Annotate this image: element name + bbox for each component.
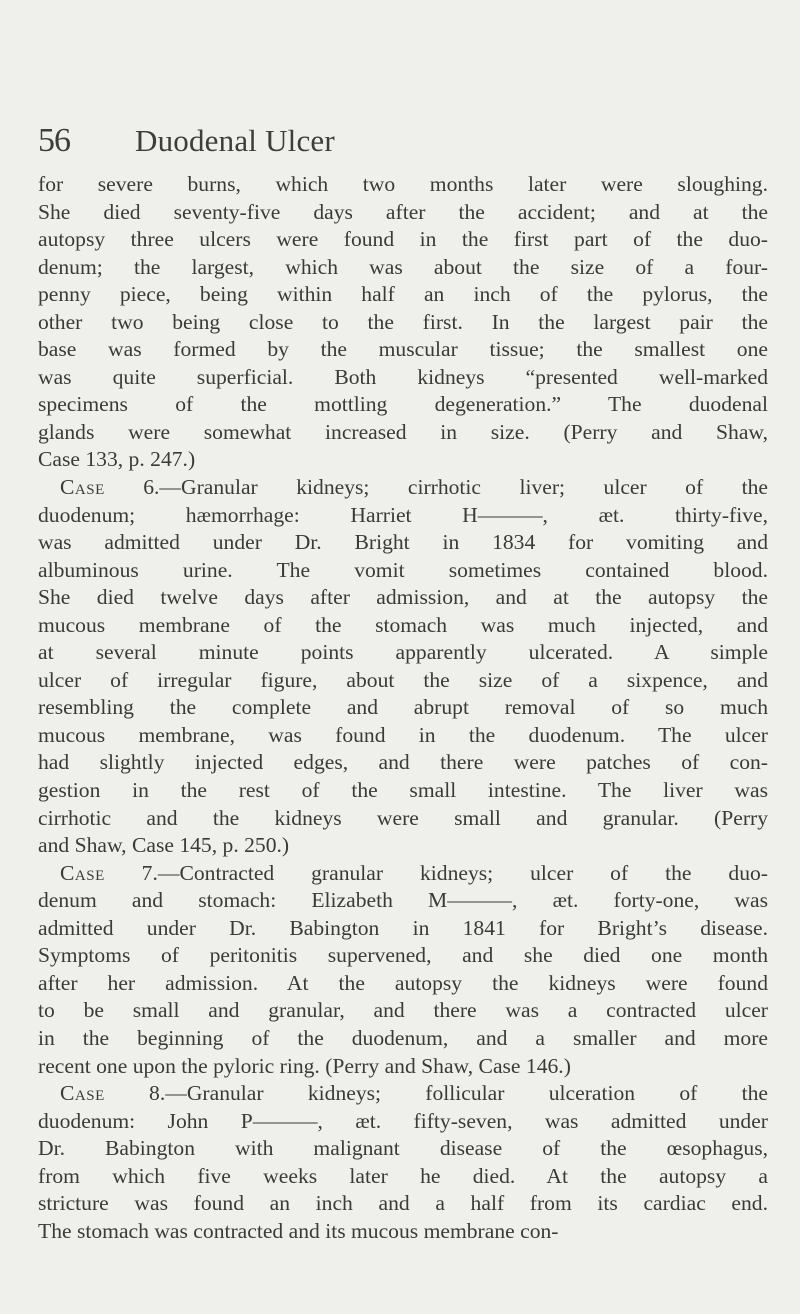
line-text: Symptoms of peritonitis supervened, and she died one month xyxy=(38,943,768,968)
line-text: admitted under Dr. Babington in 1841 for Bright’s disease. xyxy=(38,915,768,940)
text-line xyxy=(38,336,768,364)
text-line xyxy=(38,860,768,888)
line-text: 7.—Contracted granular kidneys; ulcer of the duo- xyxy=(104,860,768,885)
text-line xyxy=(38,281,768,309)
text-line xyxy=(38,1190,768,1218)
line-text: in the beginning of the duodenum, and a smaller and more xyxy=(38,1025,768,1050)
line-text: The stomach was contracted and its mucous membrane con- xyxy=(38,1218,559,1243)
line-text: She died seventy-five days after the accident; and at the xyxy=(38,199,768,224)
line-text: glands were somewhat increased in size. (Perry and Shaw, xyxy=(38,419,768,444)
line-text: had slightly injected edges, and there were patches of con- xyxy=(38,750,768,775)
text-line xyxy=(38,474,768,502)
line-text: Dr. Babington with malignant disease of the œsophagus, xyxy=(38,1136,768,1161)
text-line xyxy=(38,309,768,337)
line-text: autopsy three ulcers were found in the first part of the duo- xyxy=(38,227,768,252)
line-text: after her admission. At the autopsy the kidneys were found xyxy=(38,970,768,995)
line-text: from which five weeks later he died. At the autopsy a xyxy=(38,1163,768,1188)
text-line xyxy=(38,557,768,585)
line-text: for severe burns, which two months later were sloughing. xyxy=(38,172,768,196)
line-text: denum and stomach: Elizabeth M———, æt. forty-one, was xyxy=(38,888,768,913)
text-line xyxy=(38,364,768,392)
text-line xyxy=(38,805,768,833)
line-text: duodenum; hæmorrhage: Harriet H———, æt. thirty-five, xyxy=(38,502,768,527)
text-line xyxy=(38,1108,768,1136)
line-text: She died twelve days after admission, and at the autopsy the xyxy=(38,585,768,610)
line-text: was admitted under Dr. Bright in 1834 for vomiting and xyxy=(38,530,768,555)
text-line xyxy=(38,1218,768,1246)
page-header xyxy=(38,121,768,161)
line-text: denum; the largest, which was about the size of a four- xyxy=(38,254,768,279)
line-text: was quite superficial. Both kidneys “presented well-marked xyxy=(38,364,768,389)
text-line xyxy=(38,832,768,860)
line-text: specimens of the mottling degeneration.” The duodenal xyxy=(38,392,768,417)
line-text: other two being close to the first. In the largest pair the xyxy=(38,309,768,334)
text-line xyxy=(38,1135,768,1163)
text-line xyxy=(38,199,768,227)
line-text: 8.—Granular kidneys; follicular ulceration of the xyxy=(104,1081,768,1106)
line-text: cirrhotic and the kidneys were small and granular. (Perry xyxy=(38,805,768,830)
text-line xyxy=(38,1025,768,1053)
text-line xyxy=(38,1053,768,1081)
line-text: recent one upon the pyloric ring. (Perry and Shaw, Case 146.) xyxy=(38,1053,571,1078)
text-line xyxy=(38,419,768,447)
line-text: base was formed by the muscular tissue; the smallest one xyxy=(38,337,768,362)
line-text: and Shaw, Case 145, p. 250.) xyxy=(38,833,290,858)
text-line xyxy=(38,529,768,557)
body-text xyxy=(38,171,768,1245)
case-label: Case xyxy=(60,1081,105,1106)
text-line xyxy=(38,887,768,915)
text-line xyxy=(38,254,768,282)
text-line xyxy=(38,1163,768,1191)
text-line xyxy=(38,694,768,722)
page-number: 56 xyxy=(38,122,70,159)
text-line xyxy=(38,226,768,254)
text-line xyxy=(38,777,768,805)
line-text: mucous membrane of the stomach was much injected, and xyxy=(38,612,768,637)
line-text: 6.—Granular kidneys; cirrhotic liver; ulcer of the xyxy=(104,475,768,500)
text-line xyxy=(38,446,768,474)
text-line xyxy=(38,639,768,667)
line-text: duodenum: John P———, æt. fifty-seven, was admitted under xyxy=(38,1108,768,1133)
case-label: Case xyxy=(60,860,105,885)
line-text: at several minute points apparently ulcerated. A simple xyxy=(38,640,768,665)
text-line xyxy=(38,584,768,612)
text-line xyxy=(38,970,768,998)
line-text: ulcer of irregular figure, about the size of a sixpence, and xyxy=(38,667,768,692)
text-line xyxy=(38,391,768,419)
text-line xyxy=(38,915,768,943)
line-text: stricture was found an inch and a half from its cardiac end. xyxy=(38,1191,768,1216)
line-text: gestion in the rest of the small intestine. The liver was xyxy=(38,778,768,803)
text-line xyxy=(38,749,768,777)
line-text: Case 133, p. 247.) xyxy=(38,447,196,472)
line-text: to be small and granular, and there was a contracted ulcer xyxy=(38,998,768,1023)
line-text: albuminous urine. The vomit sometimes contained blood. xyxy=(38,557,768,582)
case-label: Case xyxy=(60,475,105,500)
text-line xyxy=(38,171,768,199)
text-line xyxy=(38,612,768,640)
text-line xyxy=(38,502,768,530)
text-line xyxy=(38,667,768,695)
running-title: Duodenal Ulcer xyxy=(135,123,335,158)
line-text: penny piece, being within half an inch of the pylorus, the xyxy=(38,282,768,307)
line-text: resembling the complete and abrupt removal of so much xyxy=(38,695,768,720)
text-line xyxy=(38,1080,768,1108)
text-line xyxy=(38,997,768,1025)
line-text: mucous membrane, was found in the duodenum. The ulcer xyxy=(38,722,768,747)
text-line xyxy=(38,722,768,750)
text-line xyxy=(38,942,768,970)
